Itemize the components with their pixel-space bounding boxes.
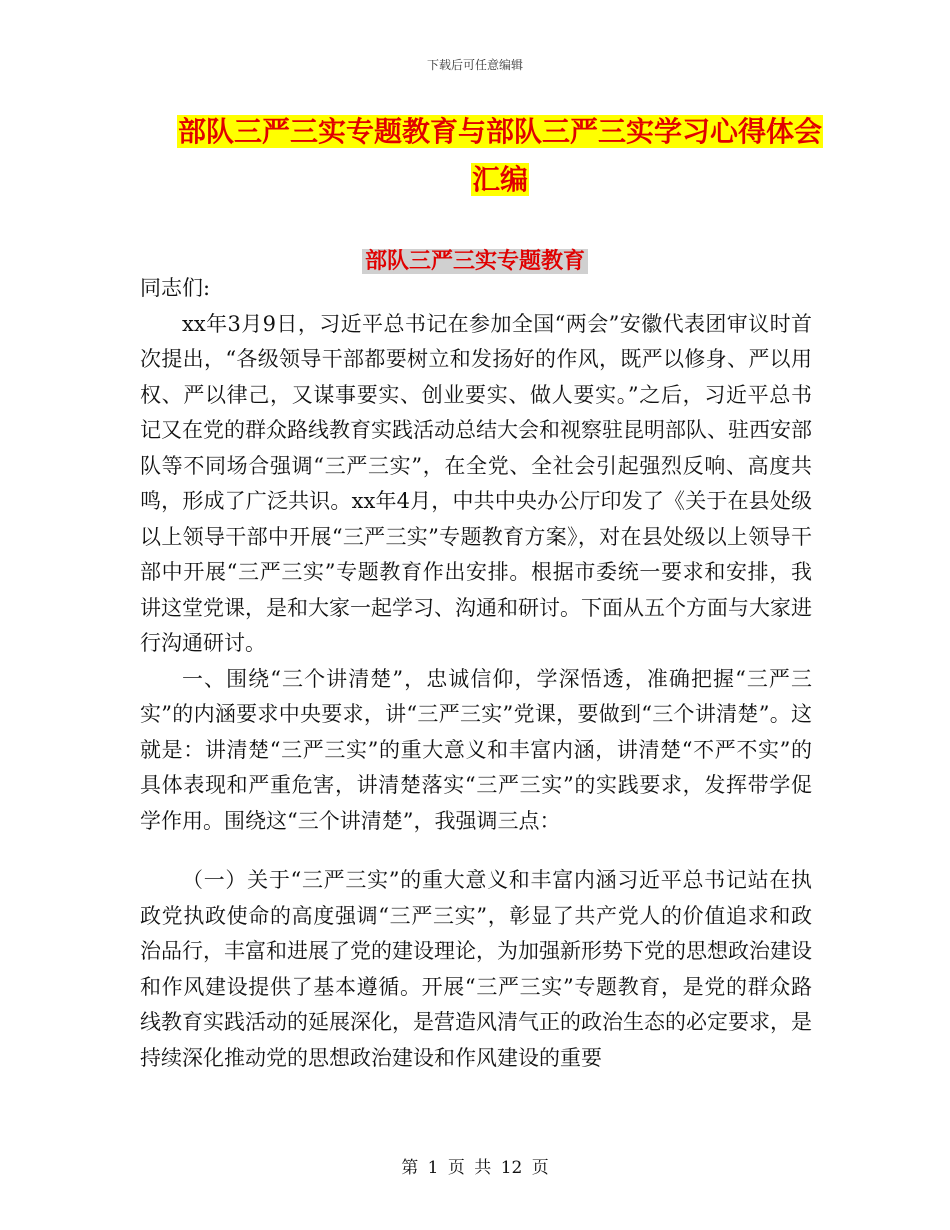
page-footer: 第 1 页 共 12 页 [401, 1158, 549, 1178]
document-body [140, 271, 812, 1076]
document-title-line-1: 部队三严三实专题教育与部队三严三实学习心得体会 [177, 115, 822, 148]
section-heading-text: 部队三严三实专题教育 [362, 249, 588, 274]
document-title-line-2: 汇编 [471, 163, 528, 196]
paragraph-part-one: 一、围绕“三个讲清楚”，忠诚信仰，学深悟透，准确把握“三严三实”的内涵要求中央要求，讲“三严三实”党课，要做到“三个讲清楚”。这就是：讲清楚“三严三实”的重大意义和丰富内涵，讲清楚“不严不实”的具体表现和严重危害，讲清楚落实“三严三实”的实践要求，发挥带学促学作用。围绕这“三个讲清楚”，我强调三点： [140, 666, 812, 833]
paragraph-intro: xx年3月9日，习近平总书记在参加全国“两会”安徽代表团审议时首次提出，“各级领导干部都要树立和发扬好的作风，既严以修身、严以用权、严以律己，又谋事要实、创业要实、做人要实。”之后，习近平总书记又在党的群众路线教育实践活动总结大会和视察驻昆明部队、驻西安部队等不同场合强调“三严三实”，在全党、全社会引起强烈反响、高度共鸣，形成了广泛共识。xx年4月，中共中央办公厅印发了《关于在县处级以上领导干部中开展“三严三实”专题教育方案》，对在县处级以上领导干部中开展“三严三实”专题教育作出安排。根据市委统一要求和安排，我讲这堂党课，是和大家一起学习、沟通和研讨。下面从五个方面与大家进行沟通研讨。 [140, 311, 812, 655]
salutation: 同志们: [140, 276, 211, 300]
header-note: 下载后可任意编辑 [426, 58, 523, 72]
paragraph-subsection-one: （一）关于“三严三实”的重大意义和丰富内涵习近平总书记站在执政党执政使命的高度强调“三严三实”，彰显了共产党人的价值追求和政治品行，丰富和进展了党的建设理论，为加强新形势下党的思想政治建设和作风建设提供了基本遵循。开展“三严三实”专题教育，是党的群众路线教育实践活动的延展深化，是营造风清气正的政治生态的必定要求，是持续深化推动党的思想政治建设和作风建设的重要 [140, 868, 812, 1070]
document-title [140, 108, 860, 204]
